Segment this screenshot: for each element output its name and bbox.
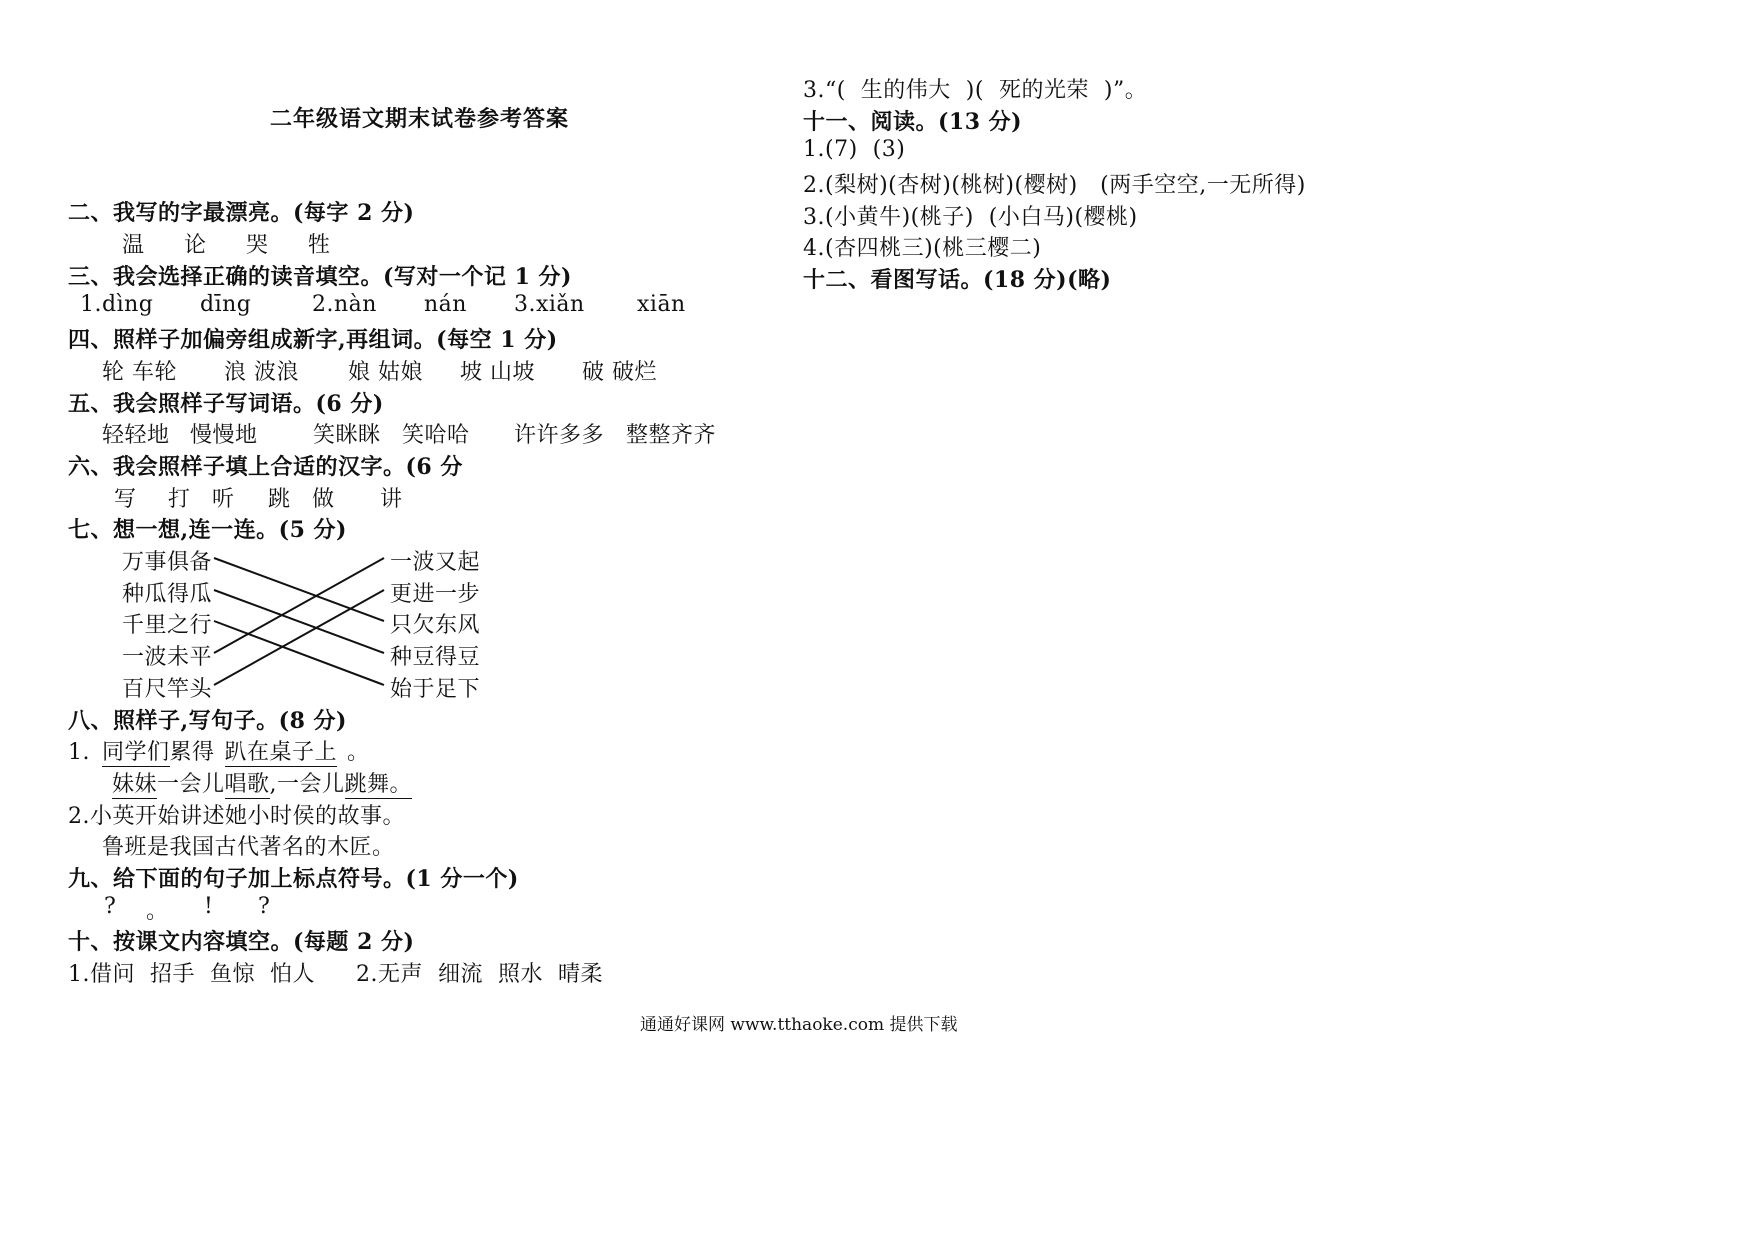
answer-char: 做 [312, 487, 335, 512]
idiom-left: 千里之行 [122, 613, 213, 638]
section-12-heading: 十二、看图写话。(18 分)(略) [803, 267, 1112, 293]
pinyin-answer: dīng [200, 292, 252, 317]
pinyin-answer: 2.nàn [312, 292, 377, 317]
answer-char: 听 [212, 487, 235, 512]
match-line [214, 590, 384, 685]
pinyin-answer: nán [424, 292, 467, 317]
section-11-heading: 十一、阅读。(13 分) [803, 109, 1023, 135]
section-10-heading: 十、按课文内容填空。(每题 2 分) [68, 929, 415, 955]
section-9-heading: 九、给下面的句子加上标点符号。(1 分一个) [68, 866, 519, 892]
idiom-left: 百尺竿头 [122, 677, 213, 702]
idiom-left: 万事俱备 [122, 550, 213, 575]
sentence-text: 一会儿 [157, 772, 225, 797]
word-answer: 轮 车轮 [102, 360, 177, 385]
underlined-subject: 妹妹 [112, 772, 158, 797]
match-line [214, 558, 384, 621]
footer-credit: 通通好课网 www.tthaoke.com 提供下载 [640, 1015, 958, 1035]
section-4-heading: 四、照样子加偏旁组成新字,再组词。(每空 1 分) [68, 327, 558, 353]
pinyin-answer: 1.dìng [80, 292, 154, 317]
word-answer: 轻轻地 [102, 423, 170, 448]
idiom-left: 种瓜得瓜 [122, 582, 213, 607]
idiom-right: 一波又起 [390, 550, 481, 575]
word-answer: 笑眯眯 [313, 423, 381, 448]
page-title: 二年级语文期末试卷参考答案 [270, 106, 570, 132]
reading-answer-4: 4.(杏四桃三)(桃三樱二) [803, 236, 1042, 261]
idiom-right: 始于足下 [390, 677, 481, 702]
section-6-heading: 六、我会照样子填上合适的汉字。(6 分 [68, 454, 463, 480]
answer-char: 打 [168, 487, 191, 512]
idiom-right: 更进一步 [390, 582, 481, 607]
answer-char: 讲 [380, 487, 403, 512]
answer-char: 哭 [246, 233, 269, 258]
answer-char: 牲 [308, 233, 331, 258]
section-3-heading: 三、我会选择正确的读音填空。(写对一个记 1 分) [68, 264, 572, 290]
match-line [214, 558, 384, 653]
punctuation-mark: ? [258, 894, 271, 919]
punctuation-mark: ? [104, 894, 117, 919]
word-answer: 整整齐齐 [626, 423, 717, 448]
idiom-right: 种豆得豆 [390, 645, 481, 670]
fill-answer-1: 1.借问 招手 鱼惊 怕人 [68, 962, 315, 987]
fill-answer-2: 2.无声 细流 照水 晴柔 [356, 962, 603, 987]
punctuation-mark: 。 [146, 899, 169, 924]
underlined-verb: 跳舞。 [344, 772, 413, 797]
underlined-subject: 同学们 [102, 740, 170, 765]
reading-answer-1: 1.(7) (3) [803, 137, 906, 162]
punctuation-mark: ! [204, 894, 214, 919]
idiom-left: 一波未平 [122, 645, 213, 670]
sentence-3: 2.小英开始讲述她小时侯的故事。 [68, 804, 405, 829]
sentence-1 [68, 735, 370, 766]
underlined-verb: 唱歌 [224, 772, 270, 797]
sentence-text: 累得 [169, 740, 215, 765]
word-answer: 浪 波浪 [224, 360, 299, 385]
word-answer: 慢慢地 [190, 423, 258, 448]
match-line [214, 590, 384, 653]
answer-char: 论 [184, 233, 207, 258]
word-answer: 破 破烂 [582, 360, 657, 385]
word-answer: 许许多多 [514, 423, 605, 448]
word-answer: 娘 姑娘 [348, 360, 423, 385]
sentence-4: 鲁班是我国古代著名的木匠。 [102, 835, 395, 860]
answer-char: 写 [114, 487, 137, 512]
section-5-heading: 五、我会照样子写词语。(6 分) [68, 391, 384, 417]
fill-answer-3: 3.“( 生的伟大 )( 死的光荣 )”。 [803, 78, 1148, 103]
sentence-text: ,一会儿 [269, 772, 345, 797]
pinyin-answer: 3.xiǎn [514, 292, 585, 317]
idiom-right: 只欠东风 [390, 613, 481, 638]
sentence-2 [112, 767, 412, 798]
word-answer: 坡 山坡 [460, 360, 535, 385]
pinyin-answer: xiān [637, 292, 686, 317]
reading-answer-3: 3.(小黄牛)(桃子) (小白马)(樱桃) [803, 205, 1138, 230]
section-8-heading: 八、照样子,写句子。(8 分) [68, 708, 347, 734]
answer-char: 跳 [268, 487, 291, 512]
reading-answer-2: 2.(梨树)(杏树)(桃树)(樱树) (两手空空,一无所得) [803, 173, 1306, 198]
word-answer: 笑哈哈 [402, 423, 470, 448]
answer-char: 温 [122, 233, 145, 258]
underlined-predicate: 趴在桌子上 [224, 740, 338, 765]
section-7-heading: 七、想一想,连一连。(5 分) [68, 517, 347, 543]
match-line [214, 621, 384, 685]
section-2-heading: 二、我写的字最漂亮。(每字 2 分) [68, 200, 415, 226]
item-number: 1. [68, 740, 90, 765]
sentence-text: 。 [347, 740, 370, 765]
